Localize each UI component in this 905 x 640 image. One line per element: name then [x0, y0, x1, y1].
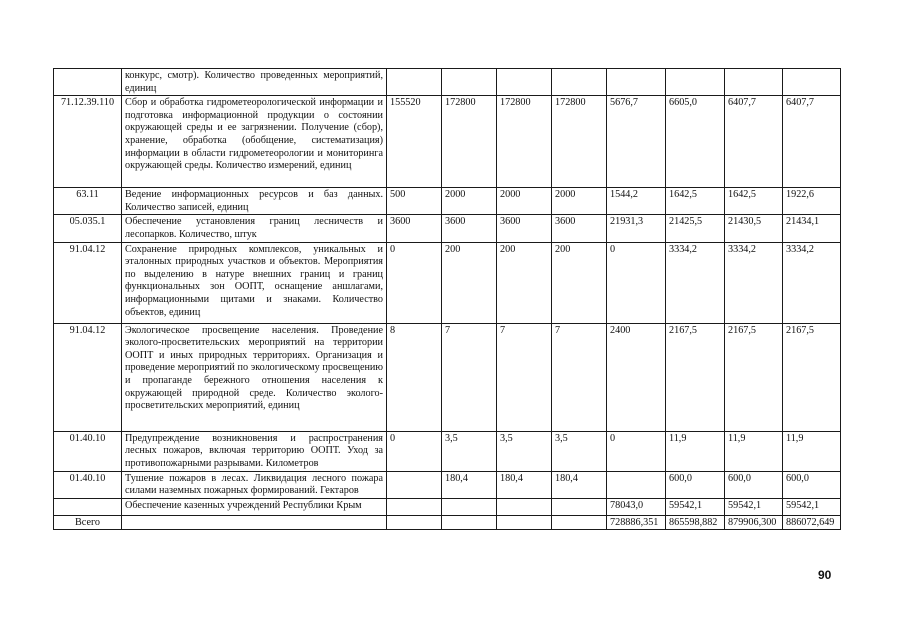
value-cell: 21434,1 — [783, 215, 841, 242]
value-cell — [387, 471, 442, 498]
value-cell: 0 — [387, 431, 442, 471]
value-cell: 3600 — [552, 215, 607, 242]
total-value: 728886,351 — [607, 515, 666, 530]
value-cell: 21430,5 — [725, 215, 783, 242]
value-cell: 3,5 — [552, 431, 607, 471]
value-cell: 2000 — [497, 188, 552, 215]
value-cell: 1642,5 — [666, 188, 725, 215]
value-cell: 500 — [387, 188, 442, 215]
value-cell: 11,9 — [783, 431, 841, 471]
value-cell: 2167,5 — [783, 323, 841, 431]
value-cell: 2000 — [552, 188, 607, 215]
value-cell: 1922,6 — [783, 188, 841, 215]
value-cell: 11,9 — [725, 431, 783, 471]
total-value: 865598,882 — [666, 515, 725, 530]
value-cell — [783, 69, 841, 96]
value-cell: 21425,5 — [666, 215, 725, 242]
value-cell: 600,0 — [666, 471, 725, 498]
service-code — [54, 498, 122, 515]
value-cell: 155520 — [387, 96, 442, 188]
value-cell: 180,4 — [552, 471, 607, 498]
value-cell: 2167,5 — [666, 323, 725, 431]
value-cell: 0 — [607, 431, 666, 471]
service-description: Тушение пожаров в лесах. Ликвидация лесного пожара силами наземных пожарных формирований. Гектаров — [122, 471, 387, 498]
value-cell — [497, 498, 552, 515]
total-label: Всего — [54, 515, 122, 530]
service-description: Сбор и обработка гидрометеорологической информации и подготовка информационной продукции о состоянии окружающей среды и ее загрязнении. Получение (сбор), хранение, обработка (обобщение, систематизация) информации в области гидрометеорологии и мониторинга окружающей среды. Количество измерений, единиц — [122, 96, 387, 188]
table-row — [54, 323, 841, 431]
total-value: 879906,300 — [725, 515, 783, 530]
service-code: 63.11 — [54, 188, 122, 215]
total-value: 886072,649 — [783, 515, 841, 530]
value-cell: 3600 — [442, 215, 497, 242]
value-cell: 21931,3 — [607, 215, 666, 242]
value-cell: 11,9 — [666, 431, 725, 471]
value-cell: 1544,2 — [607, 188, 666, 215]
value-cell — [442, 498, 497, 515]
service-description — [122, 515, 387, 530]
value-cell: 2400 — [607, 323, 666, 431]
value-cell: 2167,5 — [725, 323, 783, 431]
service-code: 05.035.1 — [54, 215, 122, 242]
table-row-total — [54, 515, 841, 530]
service-description: Обеспечение казенных учреждений Республики Крым — [122, 498, 387, 515]
value-cell: 172800 — [497, 96, 552, 188]
value-cell — [607, 69, 666, 96]
table-row — [54, 242, 841, 323]
table-row — [54, 69, 841, 96]
value-cell — [387, 498, 442, 515]
service-description: Экологическое просвещение населения. Проведение эколого-просветительских мероприятий на территории ООПТ и иных природных территориях. Организация и проведение мероприятий по экологическому просвещению и пропаганде бережного отношения населения к окружающей природной среде. Количество эколого-просветительских мероприятий, единиц — [122, 323, 387, 431]
service-description: конкурс, смотр). Количество проведенных мероприятий, единиц — [122, 69, 387, 96]
value-cell: 0 — [387, 242, 442, 323]
value-cell — [552, 515, 607, 530]
value-cell: 59542,1 — [666, 498, 725, 515]
service-description: Предупреждение возникновения и распространения лесных пожаров, включая территорию ООПТ. Уход за противопожарными разрывами. Километров — [122, 431, 387, 471]
value-cell: 3600 — [497, 215, 552, 242]
value-cell: 2000 — [442, 188, 497, 215]
service-description: Сохранение природных комплексов, уникальных и эталонных природных участков и объектов. Мероприятия по выделению в натуре внешних границ и границ функциональных зон ООПТ, оснащение аншлагами, информационными щитами и знаками. Количество объектов, единиц — [122, 242, 387, 323]
value-cell — [552, 498, 607, 515]
value-cell: 600,0 — [783, 471, 841, 498]
value-cell: 172800 — [552, 96, 607, 188]
value-cell — [666, 69, 725, 96]
table-row — [54, 96, 841, 188]
value-cell — [387, 69, 442, 96]
value-cell: 0 — [607, 242, 666, 323]
value-cell: 7 — [497, 323, 552, 431]
value-cell: 6407,7 — [783, 96, 841, 188]
value-cell: 7 — [442, 323, 497, 431]
value-cell — [497, 69, 552, 96]
value-cell — [387, 515, 442, 530]
value-cell: 3600 — [387, 215, 442, 242]
value-cell — [607, 471, 666, 498]
value-cell: 6605,0 — [666, 96, 725, 188]
service-code: 01.40.10 — [54, 431, 122, 471]
value-cell: 180,4 — [442, 471, 497, 498]
value-cell: 200 — [497, 242, 552, 323]
service-code: 01.40.10 — [54, 471, 122, 498]
table-row — [54, 431, 841, 471]
service-description: Обеспечение установления границ лесничеств и лесопарков. Количество, штук — [122, 215, 387, 242]
value-cell — [497, 515, 552, 530]
value-cell — [725, 69, 783, 96]
service-code: 91.04.12 — [54, 323, 122, 431]
value-cell: 59542,1 — [783, 498, 841, 515]
budget-table — [53, 68, 841, 530]
value-cell: 3334,2 — [725, 242, 783, 323]
value-cell: 7 — [552, 323, 607, 431]
value-cell: 6407,7 — [725, 96, 783, 188]
table-row — [54, 188, 841, 215]
value-cell: 200 — [442, 242, 497, 323]
value-cell: 78043,0 — [607, 498, 666, 515]
value-cell: 1642,5 — [725, 188, 783, 215]
value-cell: 172800 — [442, 96, 497, 188]
value-cell: 3,5 — [442, 431, 497, 471]
value-cell — [442, 515, 497, 530]
value-cell: 59542,1 — [725, 498, 783, 515]
table-row — [54, 215, 841, 242]
value-cell: 600,0 — [725, 471, 783, 498]
value-cell: 3334,2 — [666, 242, 725, 323]
service-code: 91.04.12 — [54, 242, 122, 323]
service-code: 71.12.39.110 — [54, 96, 122, 188]
service-code — [54, 69, 122, 96]
service-description: Ведение информационных ресурсов и баз данных. Количество записей, единиц — [122, 188, 387, 215]
page-number: 90 — [818, 568, 832, 582]
table-row — [54, 471, 841, 498]
value-cell: 8 — [387, 323, 442, 431]
value-cell — [552, 69, 607, 96]
table-row — [54, 498, 841, 515]
value-cell — [442, 69, 497, 96]
value-cell: 200 — [552, 242, 607, 323]
value-cell: 5676,7 — [607, 96, 666, 188]
value-cell: 3334,2 — [783, 242, 841, 323]
value-cell: 3,5 — [497, 431, 552, 471]
value-cell: 180,4 — [497, 471, 552, 498]
